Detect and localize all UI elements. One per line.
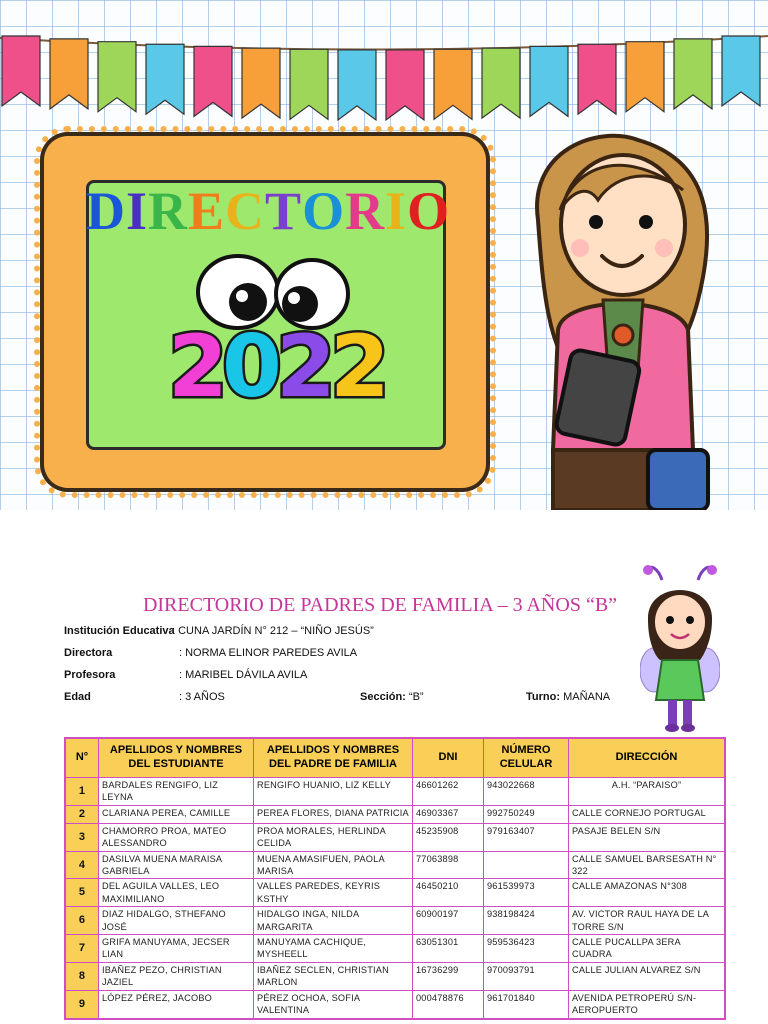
header-dni: DNI xyxy=(413,738,484,778)
parent-name-cell: MANUYAMA CACHIQUE, MYSHEELL xyxy=(254,935,413,963)
dni-cell: 45235908 xyxy=(413,823,484,851)
table-row xyxy=(65,778,725,806)
header-phone: NÚMERO CELULAR xyxy=(484,738,569,778)
cover-title-letter: R xyxy=(345,181,386,241)
cover-title-letter: C xyxy=(225,181,266,241)
section-value: “B” xyxy=(405,691,424,703)
table-row xyxy=(65,879,725,907)
dni-cell: 16736299 xyxy=(413,962,484,990)
header-address: DIRECCIÓN xyxy=(569,738,726,778)
table-row xyxy=(65,962,725,990)
student-name-cell: DASILVA MUENA MARAISA GABRIELA xyxy=(99,851,254,879)
bunting-flag xyxy=(194,46,232,116)
cover-title xyxy=(86,180,486,242)
table-row xyxy=(65,990,725,1018)
fairy-girl-illustration xyxy=(640,560,720,735)
year-digit: 2 xyxy=(168,318,228,408)
bunting-flag xyxy=(98,42,136,112)
student-name-cell: DEL AGUILA VALLES, LEO MAXIMILIANO xyxy=(99,879,254,907)
student-name-cell: BARDALES RENGIFO, LIZ LEYNA xyxy=(99,778,254,806)
shift-row xyxy=(526,691,610,703)
director-label: Directora xyxy=(64,647,113,659)
row-number-cell: 5 xyxy=(65,879,99,907)
row-number-cell: 7 xyxy=(65,935,99,963)
table-row xyxy=(65,805,725,823)
section-row xyxy=(360,691,424,703)
parent-name-cell: PEREA FLORES, DIANA PATRICIA xyxy=(254,805,413,823)
cover-title-letter: T xyxy=(265,181,303,241)
parent-name-cell: RENGIFO HUANIO, LIZ KELLY xyxy=(254,778,413,806)
table-header-row xyxy=(65,738,725,778)
student-name-cell: GRIFA MANUYAMA, JECSER LIAN xyxy=(99,935,254,963)
parents-directory-table xyxy=(64,737,726,1020)
teacher-value: : MARIBEL DÁVILA AVILA xyxy=(179,669,308,681)
director-row xyxy=(64,647,358,659)
dni-cell: 60900197 xyxy=(413,907,484,935)
bunting-flag xyxy=(674,39,712,109)
institution-row xyxy=(64,625,374,637)
row-number-cell: 1 xyxy=(65,778,99,806)
bunting-flag xyxy=(722,36,760,106)
bunting-flag xyxy=(434,49,472,119)
phone-number-cell: 979163407 xyxy=(484,823,569,851)
dni-cell: 000478876 xyxy=(413,990,484,1018)
document-title: DIRECTORIO DE PADRES DE FAMILIA – 3 AÑOS “B” xyxy=(142,594,618,616)
table-row xyxy=(65,907,725,935)
year-digit: 2 xyxy=(330,318,390,408)
parent-name-cell: PROA MORALES, HERLINDA CELIDA xyxy=(254,823,413,851)
dni-cell: 46450210 xyxy=(413,879,484,907)
address-cell: AVENIDA PETROPERÚ S/N- AEROPUERTO xyxy=(569,990,726,1018)
bunting-flag xyxy=(530,46,568,116)
parent-name-cell: PÉREZ OCHOA, SOFIA VALENTINA xyxy=(254,990,413,1018)
dni-cell: 46903367 xyxy=(413,805,484,823)
dni-cell: 77063898 xyxy=(413,851,484,879)
address-cell: CALLE CORNEJO PORTUGAL xyxy=(569,805,726,823)
address-cell: CALLE JULIAN ALVAREZ S/N xyxy=(569,962,726,990)
address-cell: CALLE AMAZONAS N°308 xyxy=(569,879,726,907)
phone-number-cell: 961701840 xyxy=(484,990,569,1018)
row-number-cell: 2 xyxy=(65,805,99,823)
table-row xyxy=(65,851,725,879)
bunting-flag xyxy=(578,44,616,114)
table-row xyxy=(65,935,725,963)
year-digit: 2 xyxy=(276,318,336,408)
teacher-row xyxy=(64,669,308,681)
phone-number-cell: 970093791 xyxy=(484,962,569,990)
institution-label: Institución Educativa xyxy=(64,625,175,637)
student-name-cell: CHAMORRO PROA, MATEO ALESSANDRO xyxy=(99,823,254,851)
student-name-cell: CLARIANA PEREA, CAMILLE xyxy=(99,805,254,823)
bunting-flag xyxy=(50,39,88,109)
dni-cell: 63051301 xyxy=(413,935,484,963)
dni-cell: 46601262 xyxy=(413,778,484,806)
phone-number-cell: 959536423 xyxy=(484,935,569,963)
age-value: : 3 AÑOS xyxy=(179,691,225,703)
address-cell: A.H. “PARAISO” xyxy=(569,778,726,806)
age-row xyxy=(64,691,225,703)
cover-title-letter: R xyxy=(148,181,189,241)
row-number-cell: 4 xyxy=(65,851,99,879)
year-digit: 0 xyxy=(222,318,282,408)
bunting-decoration xyxy=(0,0,768,140)
bunting-flag xyxy=(146,44,184,114)
phone-number-cell: 992750249 xyxy=(484,805,569,823)
age-label: Edad xyxy=(64,691,91,703)
parent-name-cell: HIDALGO INGA, NILDA MARGARITA xyxy=(254,907,413,935)
teacher-label: Profesora xyxy=(64,669,116,681)
row-number-cell: 3 xyxy=(65,823,99,851)
header-parent: APELLIDOS Y NOMBRES DEL PADRE DE FAMILIA xyxy=(254,738,413,778)
phone-number-cell: 938198424 xyxy=(484,907,569,935)
phone-number-cell: 943022668 xyxy=(484,778,569,806)
cover-title-letter: I xyxy=(385,181,408,241)
section-label: Sección: xyxy=(360,691,406,703)
director-value: : NORMA ELINOR PAREDES AVILA xyxy=(179,647,358,659)
student-name-cell: LÓPEZ PÉREZ, JACOBO xyxy=(99,990,254,1018)
address-cell: CALLE PUCALLPA 3ERA CUADRA xyxy=(569,935,726,963)
address-cell: PASAJE BELEN S/N xyxy=(569,823,726,851)
cover-title-letter: O xyxy=(407,181,451,241)
bunting-flag xyxy=(338,50,376,120)
cover-title-letter: D xyxy=(86,181,126,241)
cover-title-letter: I xyxy=(126,181,149,241)
phone-number-cell xyxy=(484,851,569,879)
bunting-flag xyxy=(290,49,328,119)
year-2022-graphic xyxy=(160,318,390,408)
row-number-cell: 8 xyxy=(65,962,99,990)
bunting-flag xyxy=(242,48,280,118)
parent-name-cell: MUENA AMASIFUEN, PAOLA MARISA xyxy=(254,851,413,879)
address-cell: CALLE SAMUEL BARSESATH N° 322 xyxy=(569,851,726,879)
parent-name-cell: VALLES PAREDES, KEYRIS KSTHY xyxy=(254,879,413,907)
shift-value: MAÑANA xyxy=(560,691,611,703)
teacher-girl-illustration xyxy=(518,130,728,510)
cover-title-letter: E xyxy=(188,181,226,241)
address-cell: AV. VICTOR RAUL HAYA DE LA TORRE S/N xyxy=(569,907,726,935)
shift-label: Turno: xyxy=(526,691,561,703)
bunting-flag xyxy=(2,36,40,106)
cover-title-letter: O xyxy=(302,181,346,241)
phone-number-cell: 961539973 xyxy=(484,879,569,907)
institution-value: : CUNA JARDÍN N° 212 – “NIÑO JESÚS” xyxy=(172,625,374,637)
row-number-cell: 9 xyxy=(65,990,99,1018)
cover-illustration xyxy=(0,0,768,510)
bunting-flag xyxy=(626,42,664,112)
parent-name-cell: IBAÑEZ SECLEN, CHRISTIAN MARLON xyxy=(254,962,413,990)
student-name-cell: IBAÑEZ PEZO, CHRISTIAN JAZIEL xyxy=(99,962,254,990)
header-number: N° xyxy=(65,738,99,778)
row-number-cell: 6 xyxy=(65,907,99,935)
bunting-flag xyxy=(482,48,520,118)
student-name-cell: DIAZ HIDALGO, STHEFANO JOSÉ xyxy=(99,907,254,935)
table-row xyxy=(65,823,725,851)
bunting-flag xyxy=(386,50,424,120)
header-student: APELLIDOS Y NOMBRES DEL ESTUDIANTE xyxy=(99,738,254,778)
